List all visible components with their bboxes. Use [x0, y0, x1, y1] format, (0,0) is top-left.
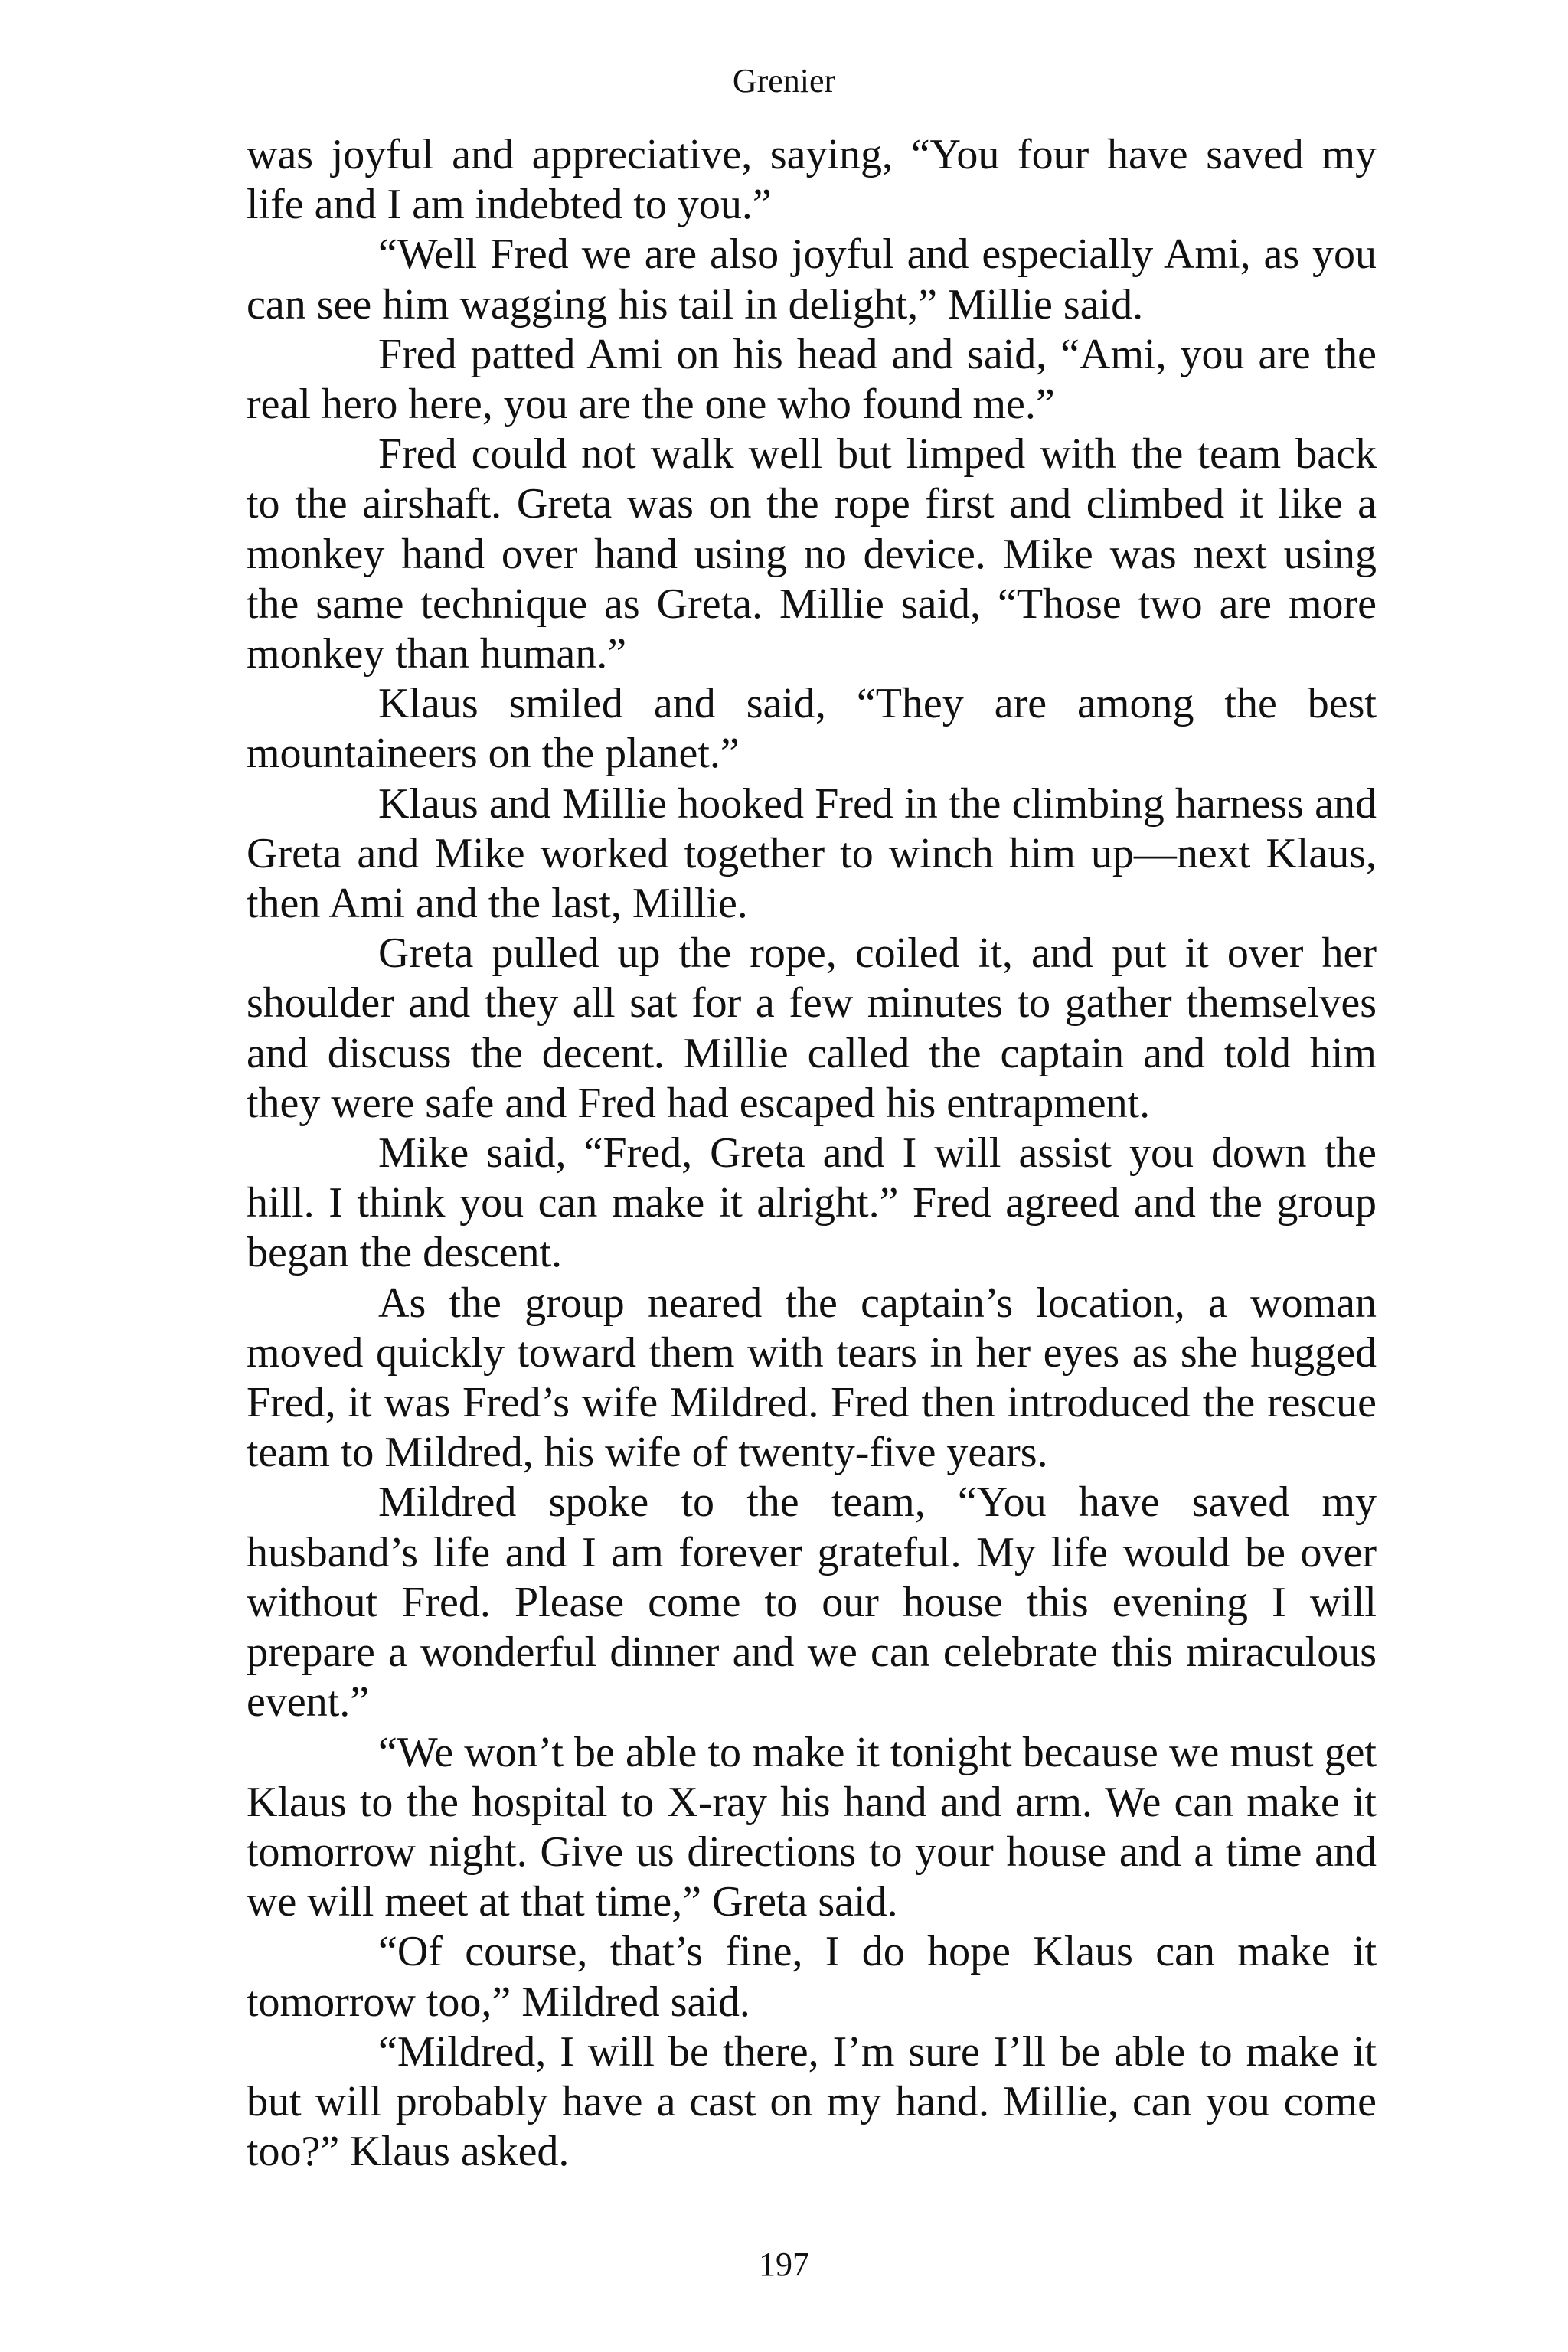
- paragraph: Mildred spoke to the team, “You have saved my husband’s life and I am forever grateful. My life would be over without Fred. Please come to our house this evening I will prepare a wonderful dinner and we can celebrate this miraculous event.”: [247, 1478, 1377, 1726]
- paragraph: was joyful and appreciative, saying, “You four have saved my life and I am indebted to you.”: [247, 131, 1377, 229]
- body-text: [247, 130, 1377, 2177]
- paragraph: As the group neared the captain’s location, a woman moved quickly toward them with tears in her eyes as she hugged Fred, it was Fred’s wife Mildred. Fred then introduced the rescue team to Mildred, his wife of twenty-five years.: [247, 1279, 1377, 1477]
- paragraph: “Of course, that’s fine, I do hope Klaus can make it tomorrow too,” Mildred said.: [247, 1928, 1377, 2026]
- paragraph: “Well Fred we are also joyful and especially Ami, as you can see him wagging his tail in delight,” Millie said.: [247, 230, 1377, 328]
- paragraph: Fred patted Ami on his head and said, “Ami, you are the real hero here, you are the one who found me.”: [247, 330, 1377, 429]
- paragraph: “Mildred, I will be there, I’m sure I’ll be able to make it but will probably have a cast on my hand. Millie, can you come too?” Klaus asked.: [247, 2027, 1377, 2176]
- paragraph: Klaus and Millie hooked Fred in the climbing harness and Greta and Mike worked together to winch him up—next Klaus, then Ami and the last, Millie.: [247, 779, 1377, 928]
- page-number: 197: [759, 2246, 809, 2283]
- paragraph: “We won’t be able to make it tonight because we must get Klaus to the hospital to X-ray his hand and arm. We can make it tomorrow night. Give us directions to your house and a time and we will meet at that time,” Greta said.: [247, 1728, 1377, 1926]
- running-head: Grenier: [732, 62, 836, 100]
- paragraph: Fred could not walk well but limped with the team back to the airshaft. Greta was on the rope first and climbed it like a monkey hand over hand using no device. Mike was next using the same technique as Greta. Millie said, “Those two are more monkey than human.”: [247, 430, 1377, 678]
- paragraph: Klaus smiled and said, “They are among the best mountaineers on the planet.”: [247, 680, 1377, 778]
- paragraph: Mike said, “Fred, Greta and I will assist you down the hill. I think you can make it alright.” Fred agreed and the group began the descent.: [247, 1129, 1377, 1277]
- paragraph: Greta pulled up the rope, coiled it, and put it over her shoulder and they all sat for a few minutes to gather themselves and discuss the decent. Millie called the captain and told him they were safe and Fred had escaped his entrapment.: [247, 929, 1377, 1127]
